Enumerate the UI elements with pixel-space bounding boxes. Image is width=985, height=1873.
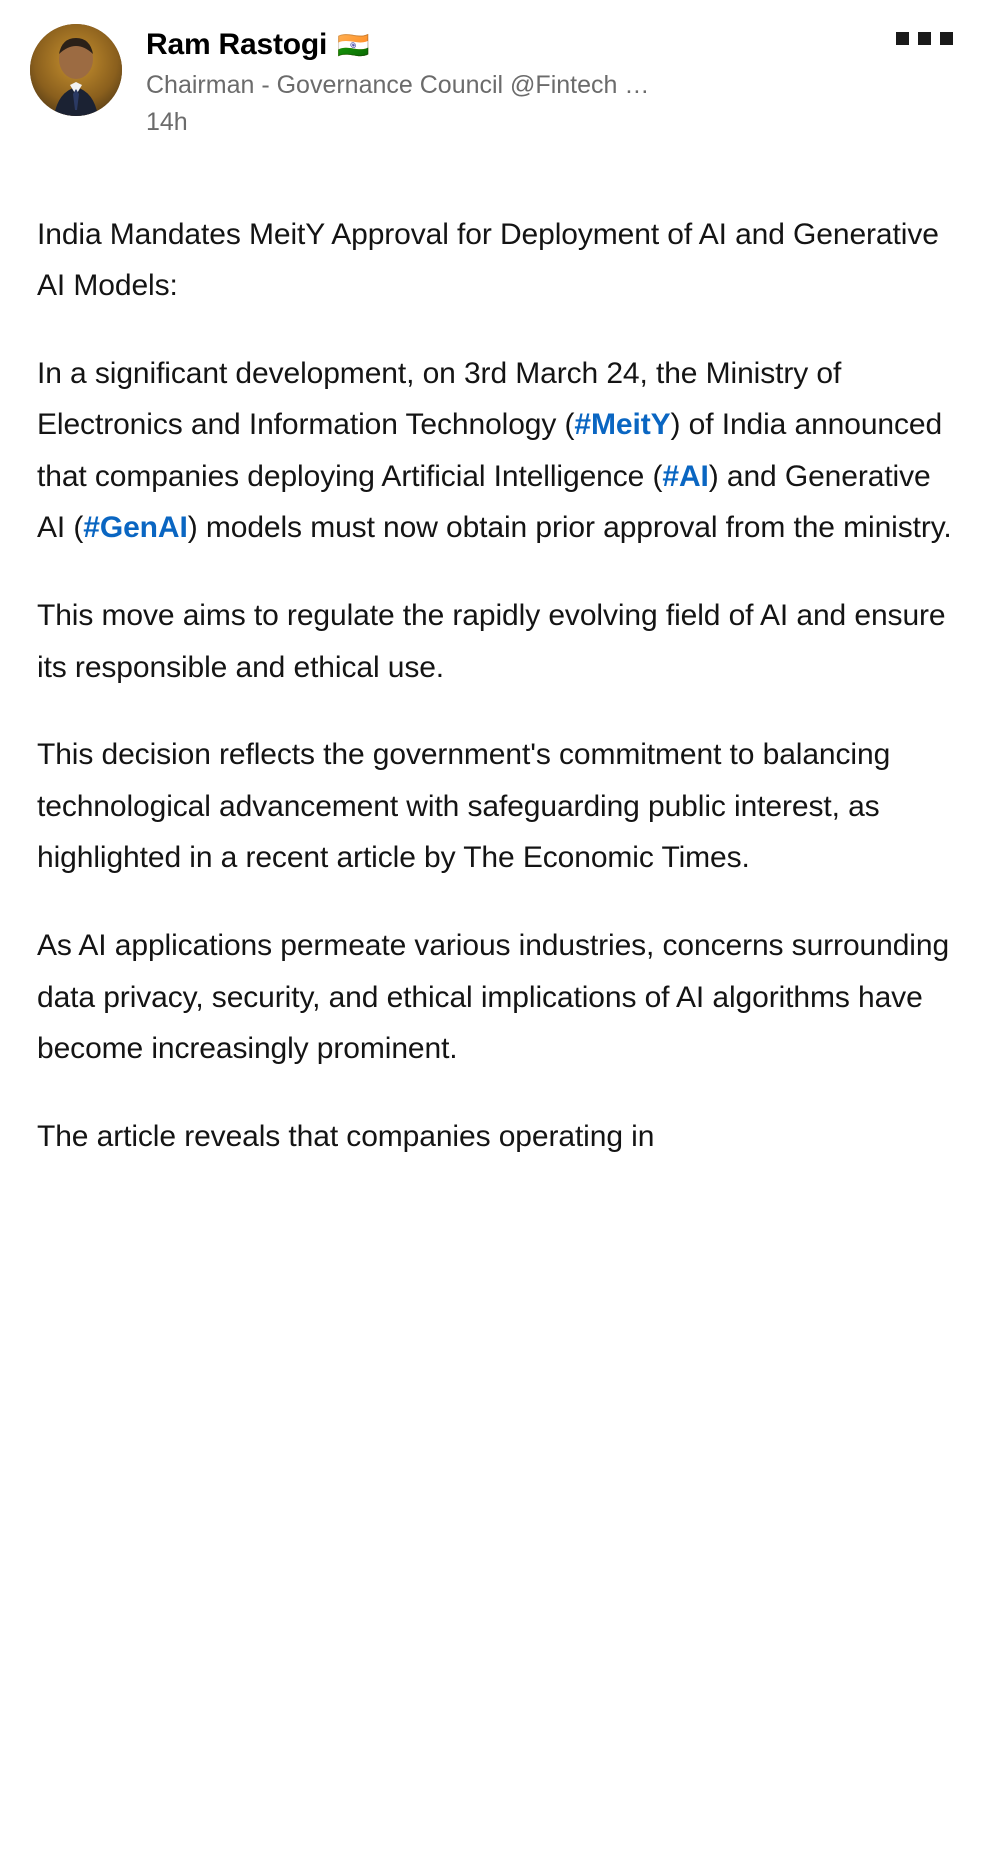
author-block: [146, 24, 949, 137]
post-header: [0, 0, 985, 137]
hashtag-meity[interactable]: #MeitY: [574, 408, 671, 442]
post-paragraph-3: This move aims to regulate the rapidly evolving field of AI and ensure its responsible and ethical use.: [37, 599, 946, 684]
dot-2: [918, 32, 931, 45]
author-headline: Chairman - Governance Council @Fintech …: [146, 70, 650, 99]
post-paragraph-5: As AI applications permeate various industries, concerns surrounding data privacy, security, and ethical implications of AI algorithms have become increasingly prominent.: [37, 929, 950, 1066]
para2-text-4: ) models must now obtain prior approval from the ministry.: [187, 511, 952, 545]
dot-3: [940, 32, 953, 45]
dot-1: [896, 32, 909, 45]
post-paragraph-4: This decision reflects the government's commitment to balancing technological advancement with safeguarding public interest, as highlighted in a recent article by The Economic Times.: [37, 738, 891, 875]
para2-text-2: ) of India announced that companies deploying Artificial Intelligence (: [37, 408, 943, 493]
post-heading: India Mandates MeitY Approval for Deployment of AI and Generative AI Models:: [37, 217, 939, 303]
india-flag-icon: 🇮🇳: [337, 30, 370, 61]
author-name-row[interactable]: [146, 28, 949, 63]
more-options-icon[interactable]: [890, 26, 959, 51]
post-content: [0, 209, 985, 1163]
para2-text-1: In a significant development, on 3rd March 24, the Ministry of Electronics and Information Technology (: [37, 356, 842, 442]
avatar-image: [30, 24, 122, 116]
hashtag-genai[interactable]: #GenAI: [83, 511, 188, 545]
post-timestamp: 14h: [146, 107, 188, 136]
post-paragraph-6: The article reveals that companies operating in: [37, 1119, 655, 1153]
post-paragraph-2: [37, 348, 953, 554]
hashtag-ai[interactable]: #AI: [662, 459, 709, 493]
para2-text-3: ) and Generative AI (: [37, 459, 931, 545]
author-name[interactable]: Ram Rastogi: [146, 28, 328, 61]
avatar[interactable]: [30, 24, 122, 116]
